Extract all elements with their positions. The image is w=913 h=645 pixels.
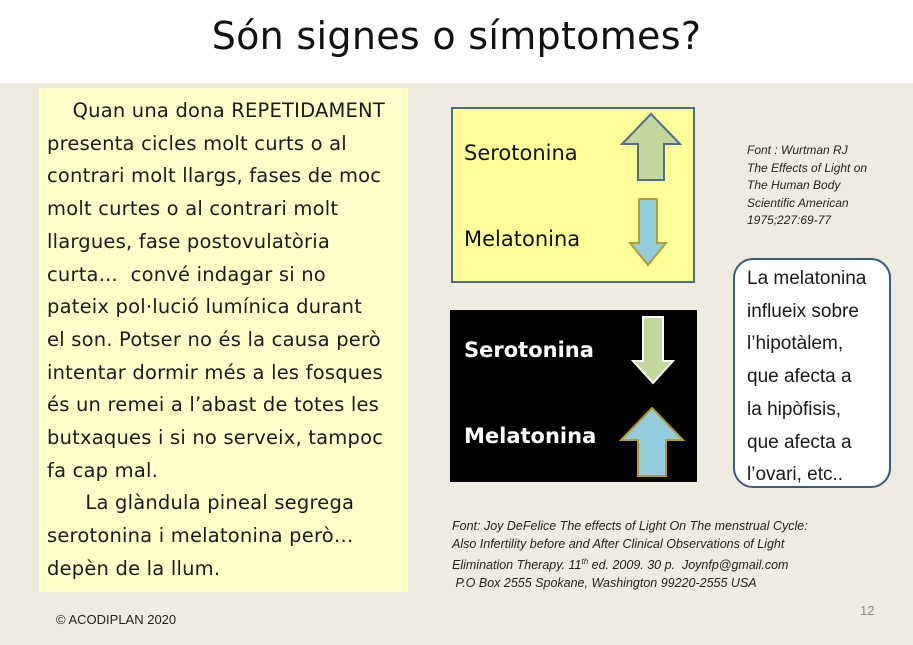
- citation-line: Also Infertility before and After Clinical Observations of Light: [452, 537, 785, 551]
- callout-line: que afecta a: [747, 431, 852, 453]
- citation-line: [452, 553, 808, 574]
- slide-title: Són signes o símptomes?: [211, 14, 702, 58]
- citation-wurtman: [747, 142, 867, 230]
- citation-line: The Effects of Light on: [747, 160, 868, 175]
- callout-line: influeix sobre: [747, 300, 859, 322]
- callout-text: [747, 263, 866, 492]
- callout-line: l’ovari, etc..: [747, 464, 844, 486]
- melatonin-label-light: Melatonina: [464, 227, 581, 251]
- citation-line: Font: Joy DeFelice The effects of Light On The menstrual Cycle:: [452, 519, 808, 533]
- text-line: fa cap mal.: [47, 458, 159, 482]
- text-line: molt curtes o al contrari molt: [47, 197, 339, 221]
- arrow-down-icon: [631, 315, 675, 385]
- citation-text: Elimination Therapy. 11: [452, 558, 582, 573]
- citation-line: Font : Wurtman RJ: [747, 143, 848, 157]
- citation-line: The Human Body: [747, 178, 841, 192]
- serotonin-label-light: Serotonina: [464, 141, 578, 165]
- copyright-footer: © ACODIPLAN 2020: [56, 612, 177, 627]
- citation-line: Scientific American: [747, 195, 849, 210]
- text-line: intentar dormir més a les fosques: [47, 360, 383, 384]
- citation-superscript: th: [581, 557, 589, 566]
- body-text: [47, 95, 407, 586]
- text-line: La glàndula pineal segrega: [47, 491, 355, 515]
- text-line: contrari molt llargs, fases de moc: [47, 164, 382, 188]
- citation-line: 1975;227:69-77: [747, 213, 832, 227]
- citation-text: ed. 2009. 30 p. Joynfp@gmail.com: [588, 558, 789, 573]
- melatonin-label-dark: Melatonina: [464, 424, 597, 448]
- text-line: presenta cicles molt curts o al: [47, 131, 347, 155]
- text-line: butxaques i si no serveix, tampoc: [47, 426, 384, 450]
- text-line: depèn de la llum.: [47, 556, 221, 580]
- page-number: 12: [860, 603, 875, 618]
- text-line: Quan una dona REPETIDAMENT: [47, 99, 385, 122]
- arrow-up-icon: [620, 112, 682, 182]
- paragraph-2: [47, 487, 407, 585]
- text-line: llargues, fase postovulatòria: [47, 229, 330, 253]
- citation-defelice: [452, 517, 808, 592]
- callout-line: la hipòfisis,: [747, 398, 841, 420]
- callout-line: La melatonina: [747, 268, 867, 289]
- callout-line: que afecta a: [747, 366, 852, 388]
- text-line: és un remei a l’abast de totes les: [47, 393, 380, 417]
- text-line: pateix pol·lució lumínica durant: [47, 295, 363, 319]
- text-line: serotonina i melatonina però…: [47, 524, 354, 548]
- arrow-up-icon: [619, 406, 685, 478]
- text-line: el son. Potser no és la causa però: [47, 327, 381, 351]
- citation-line: P.O Box 2555 Spokane, Washington 99220-2555 USA: [452, 576, 757, 591]
- serotonin-label-dark: Serotonina: [464, 338, 594, 362]
- callout-line: l’hipotàlem,: [747, 333, 844, 355]
- arrow-down-icon: [628, 197, 668, 267]
- paragraph-1: [47, 95, 407, 487]
- text-line: curta... convé indagar si no: [47, 262, 326, 286]
